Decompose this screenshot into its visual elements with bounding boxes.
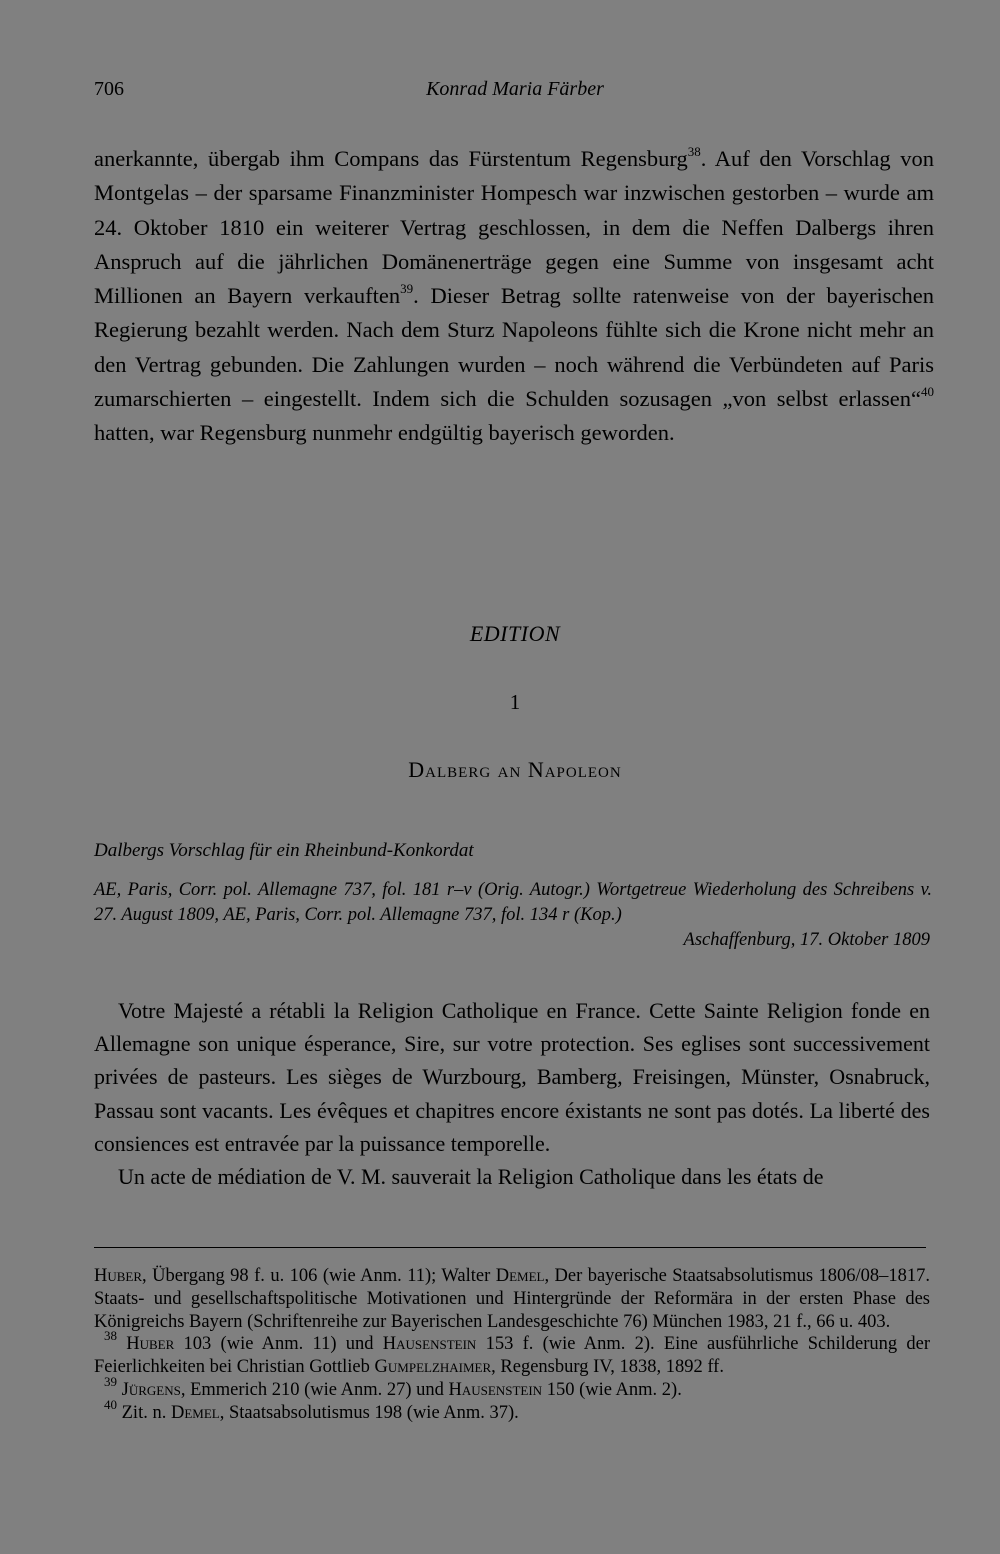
source-text: AE, Paris, Corr. pol. Allemagne 737, fol. 181 r–v (Orig. Autogr.) Wortgetreue Wiederholung des Schreibens v. 27. August 1809, AE, Paris, Corr. pol. Allemagne 737, fol. 134 r (Kop.) — [94, 880, 932, 925]
text-run: 103 (wie Anm. 11) und — [174, 1334, 383, 1355]
footnote-38 — [94, 1328, 931, 1379]
place-and-date: Aschaffenburg, 17. Oktober 1809 — [683, 930, 930, 950]
document-source — [94, 878, 932, 928]
footnote-40 — [94, 1396, 930, 1425]
section-heading: EDITION — [469, 621, 561, 646]
text-run: 153 f. (wie Anm. 2). Eine ausführliche Schilderung der Feierlichkeiten bei Christian Gottlieb — [94, 1334, 931, 1378]
body-paragraph — [94, 142, 934, 451]
text-run: , Staatsabsolutismus 198 (wie Anm. 37). — [219, 1402, 519, 1423]
author-name: Demel — [170, 1402, 220, 1423]
text-run: , Der bayerische Staatsabsolutismus 1806/08–1817. Staats- und gesellschaftspolitische Motivationen und Hintergründe der Reformära in der ersten Phase des Königreichs Bayern (Schriftenreihe zur Bayerischen Landesgeschichte 76) München 1983, 21 f., 66 u. 403. — [94, 1266, 930, 1332]
footnote-divider — [94, 1247, 926, 1248]
text-run: Zit. n. — [121, 1402, 171, 1423]
text-run: , Emmerich 210 (wie Anm. 27) und — [180, 1379, 449, 1400]
document-number: 1 — [509, 690, 521, 714]
footnote-ref-39[interactable]: 39 — [400, 280, 414, 296]
letter-text — [94, 994, 930, 1193]
page-number: 706 — [94, 78, 124, 100]
text-run: , Regensburg IV, 1838, 1892 ff. — [491, 1357, 724, 1378]
footnote-39 — [94, 1373, 930, 1402]
author-name: Demel — [495, 1266, 545, 1286]
author-name: Jürgens — [121, 1379, 181, 1400]
footnote-number: 38 — [104, 1328, 117, 1344]
text-run: . Dieser Betrag sollte ratenweise von der bayerischen Regierung bezahlt werden. Nach dem Sturz Napoleons fühlte sich die Krone nicht mehr an den Vertrag gebunden. Die Zahlungen wurden – noch während die Verbündeten auf Paris zumarschierten – eingestellt. Indem sich die Schulden sozusagen „von selbst erlassen“ — [94, 283, 934, 412]
document-subtitle: Dalbergs Vorschlag für ein Rheinbund-Konkordat — [94, 840, 474, 861]
document-title: Dalberg an Napoleon — [408, 757, 622, 782]
footnotes — [94, 1265, 930, 1425]
author-name: Hausenstein — [448, 1379, 543, 1400]
author-name: Gumpelzhaimer — [374, 1357, 492, 1378]
author-name: Hausenstein — [382, 1334, 477, 1355]
text-run: anerkannte, übergab ihm Compans das Fürstentum Regensburg — [94, 146, 688, 171]
text-run: . Auf den Vorschlag von Montgelas – der sparsame Finanzminister Hompesch war inzwischen gestorben – wurde am 24. Oktober 1810 ein weiterer Vertrag geschlossen, in dem die Neffen Dalbergs ihren Anspruch auf die jährlichen Domänenerträge gegen eine Summe von insgesamt acht Millionen an Bayern verkauften — [94, 146, 935, 309]
footnote-number: 39 — [104, 1373, 117, 1389]
footnote-ref-40[interactable]: 40 — [921, 383, 934, 399]
text-run: 150 (wie Anm. 2). — [542, 1379, 682, 1400]
footnote-continued — [94, 1265, 930, 1333]
paragraph — [94, 142, 934, 451]
letter-paragraph: Votre Majesté a rétabli la Religion Catholique en France. Cette Sainte Religion fonde en Allemagne son unique ésperance, Sire, sur votre protection. Ses eglises sont successivement privées de pasteurs. Les sièges de Wurzbourg, Bamberg, Freisingen, Münster, Osnabruck, Passau sont vacants. Les évêques et chapitres encore éxistants ne sont pas dotés. La liberté des consiences est entravée par la puissance temporelle. — [94, 998, 930, 1156]
footnote-ref-38[interactable]: 38 — [687, 143, 701, 159]
author-name: Huber — [126, 1334, 175, 1355]
text-run: hatten, war Regensburg nunmehr endgültig bayerisch geworden. — [94, 420, 675, 446]
author-name: Huber — [94, 1266, 143, 1286]
text-run: , Übergang 98 f. u. 106 (wie Anm. 11); Walter — [142, 1266, 496, 1286]
footnote-number: 40 — [104, 1396, 117, 1412]
running-title: Konrad Maria Färber — [426, 78, 604, 100]
letter-paragraph: Un acte de médiation de V. M. sauverait la Religion Catholique dans les états de — [118, 1164, 824, 1190]
